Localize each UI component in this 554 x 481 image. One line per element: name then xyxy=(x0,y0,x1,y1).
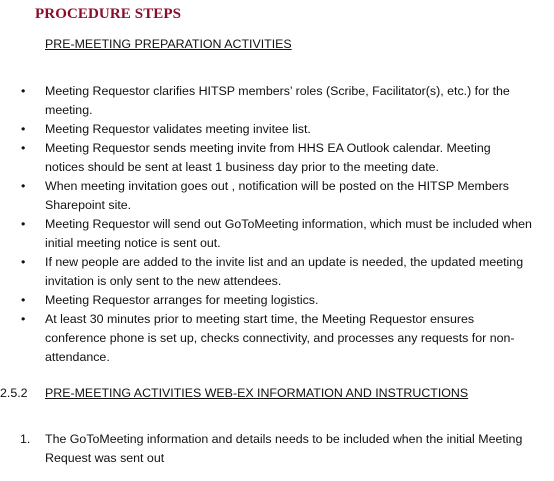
list-item xyxy=(0,120,554,139)
list-item-text: The GoToMeeting information and details needs to be included when the initial Meeting Request was sent out xyxy=(45,432,523,465)
list-item xyxy=(0,310,554,367)
list-item-text: At least 30 minutes prior to meeting start time, the Meeting Requestor ensures conference phone is set up, checks connectivity, and processes any requests for non- attendance. xyxy=(45,312,515,364)
preparation-bullet-list xyxy=(0,82,554,367)
bullet-icon: • xyxy=(21,312,26,326)
bullet-icon: • xyxy=(21,141,26,155)
bullet-icon: • xyxy=(21,84,26,98)
instructions-numbered-list xyxy=(0,430,554,468)
bullet-icon: • xyxy=(21,179,26,193)
list-item xyxy=(0,139,554,177)
procedure-steps-heading: PROCEDURE STEPS xyxy=(35,6,182,22)
section1-title: PRE-MEETING PREPARATION ACTIVITIES xyxy=(45,37,292,51)
bullet-icon: • xyxy=(21,293,26,307)
bullet-icon: • xyxy=(21,122,26,136)
list-item-text: Meeting Requestor will send out GoToMeeting information, which must be included when initial meeting notice is sent out. xyxy=(45,217,532,250)
bullet-icon: • xyxy=(21,255,26,269)
list-item-text: Meeting Requestor clarifies HITSP members’ roles (Scribe, Facilitator(s), etc.) for the meeting. xyxy=(45,84,510,117)
list-item xyxy=(0,82,554,120)
section2-number: 2.5.2 xyxy=(0,386,28,400)
list-item xyxy=(0,177,554,215)
bullet-icon: • xyxy=(21,217,26,231)
list-item-text: Meeting Requestor validates meeting invitee list. xyxy=(45,122,311,136)
list-item xyxy=(0,291,554,310)
section2-title: PRE-MEETING ACTIVITIES WEB-EX INFORMATION AND INSTRUCTIONS xyxy=(45,386,469,400)
list-item-number: 1. xyxy=(20,432,31,446)
list-item-text: When meeting invitation goes out , notification will be posted on the HITSP Members Sharepoint site. xyxy=(45,179,509,212)
list-item-text: Meeting Requestor sends meeting invite from HHS EA Outlook calendar. Meeting notices should be sent at least 1 business day prior to the meeting date. xyxy=(45,141,491,174)
list-item xyxy=(0,430,554,468)
list-item-text: If new people are added to the invite list and an update is needed, the updated meeting invitation is only sent to the new attendees. xyxy=(45,255,524,288)
list-item xyxy=(0,215,554,253)
list-item-text: Meeting Requestor arranges for meeting logistics. xyxy=(45,293,319,307)
list-item xyxy=(0,253,554,291)
